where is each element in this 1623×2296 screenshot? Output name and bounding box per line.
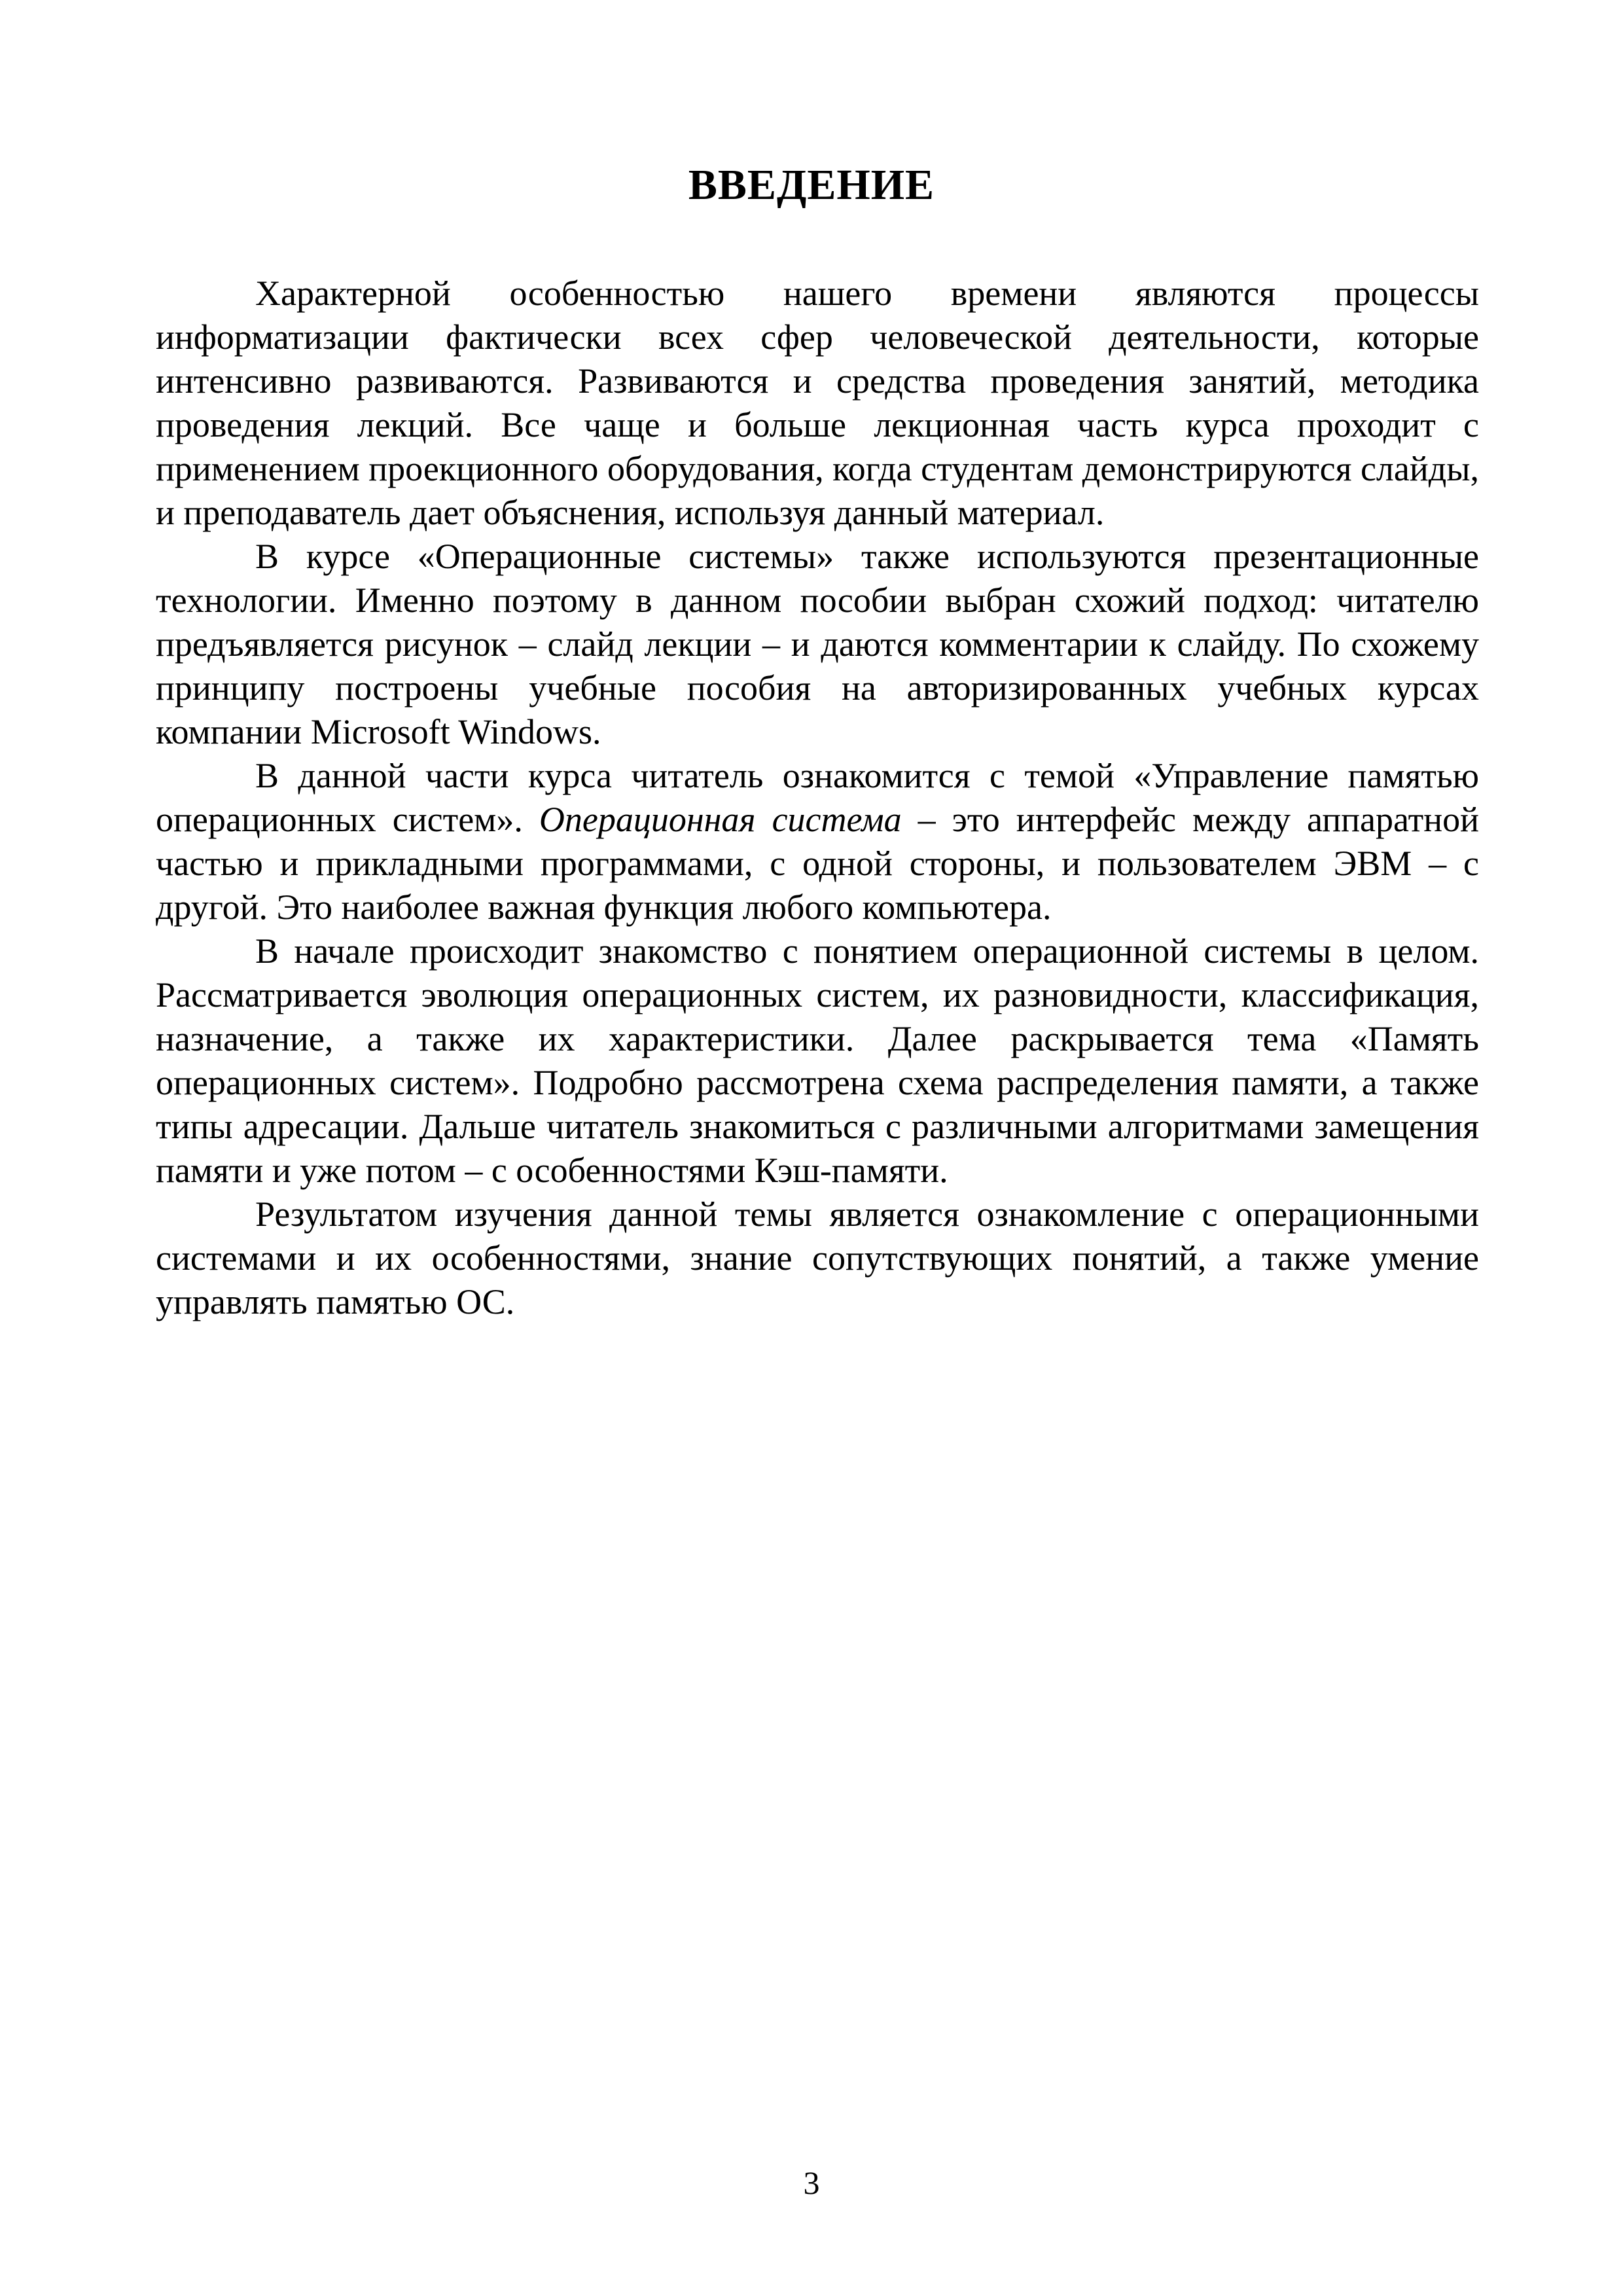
paragraph-3 — [156, 754, 1479, 929]
paragraph-1: Характерной особенностью нашего времени являются процессы информатизации фактически всех сфер человеческой деятельности, которые интенсивно развиваются. Развиваются и средства проведения занятий, методика проведения лекций. Все чаще и больше лекционная часть курса проходит с применением проекционного оборудования, когда студентам демонстрируются слайды, и преподаватель дает объяснения, используя данный материал. — [156, 274, 1479, 532]
paragraph-4: В начале происходит знакомство с понятием операционной системы в целом. Рассматривается эволюция операционных систем, их разновидности, классификация, назначение, а также их характеристики. Далее раскрывается тема «Память операционных систем». Подробно рассмотрена схема распределения памяти, а также типы адресации. Дальше читатель знакомиться с различными алгоритмами замещения памяти и уже потом – с особенностями Кэш-памяти. — [156, 931, 1479, 1190]
paragraph-3-lead: В данной части курса читатель ознакомится с темой «Управление памятью операционных систем». — [156, 756, 1479, 839]
paragraph-5: Результатом изучения данной темы является ознакомление с операционными системами и их особенностями, знание сопутствующих понятий, а также умение управлять памятью ОС. — [156, 1194, 1479, 1321]
paragraph-3-rest: – это интерфейс между аппаратной частью и прикладными программами, с одной стороны, и пользователем ЭВМ – с другой. Это наиболее важная функция любого компьютера. — [156, 800, 1479, 927]
term-operating-system: Операционная система — [539, 800, 902, 839]
page-number: 3 — [803, 2164, 820, 2201]
page-title: ВВЕДЕНИЕ — [688, 161, 935, 209]
body-text — [156, 272, 1479, 1324]
paragraph-2: В курсе «Операционные системы» также используются презентационные технологии. Именно поэтому в данном пособии выбран схожий подход: читателю предъявляется рисунок – слайд лекции – и даются комментарии к слайду. По схожему принципу построены учебные пособия на авторизированных учебных курсах компании Microsoft Windows. — [156, 537, 1479, 751]
